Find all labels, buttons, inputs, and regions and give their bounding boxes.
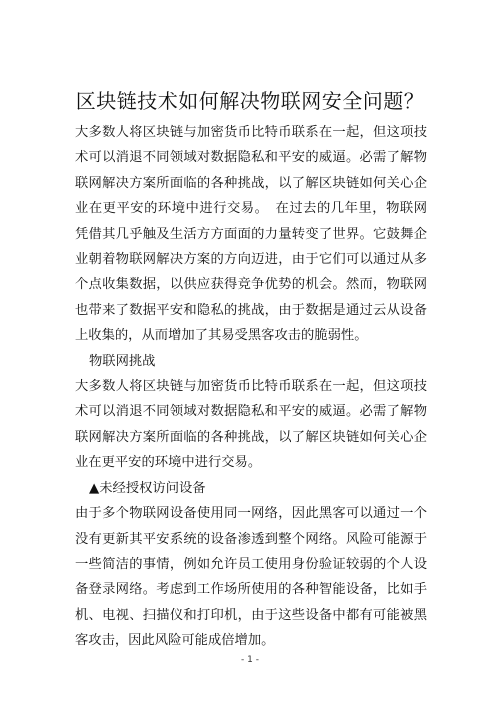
- section-heading-unauthorized-access: ▲未经授权访问设备: [89, 480, 206, 496]
- paragraph-challenges: 大多数人将区块链与加密货币比特币联系在一起，但这项技术可以消退不同领域对数据隐私和平安的威逼。必需了解物联网解决方案所面临的各种挑战，以了解区块链如何关心企业在更平安的环境中进行交易。: [75, 379, 427, 471]
- page-number: - 1 -: [241, 655, 259, 665]
- paragraph-intro: 大多数人将区块链与加密货币比特币联系在一起，但这项技术可以消退不同领域对数据隐私和平安的威逼。必需了解物联网解决方案所面临的各种挑战，以了解区块链如何关心企业在更平安的环境中进行交易。 在过去的几年里，物联网凭借其几乎触及生活方方面面的力量转变了世界。它鼓舞企业朝着物联网解决方案的方向迈进，由于它们可以通过从多个点收集数据，以供应获得竞争优势的机会。然而，物联网也带来了数据平安和隐私的挑战，由于数据是通过云从设备上收集的，从而增加了其易受黑客攻击的脆弱性。: [75, 125, 427, 344]
- paragraph-unauthorized-access: 由于多个物联网设备使用同一网络，因此黑客可以通过一个没有更新其平安系统的设备渗透到整个网络。风险可能源于一些简洁的事情，例如允许员工使用身份验证较弱的个人设备登录网络。考虑到工作场所使用的各种智能设备，比如手机、电视、扫描仪和打印机，由于这些设备中都有可能被黑客攻击，因此风险可能成倍增加。: [75, 506, 427, 649]
- section-heading-iot-challenges: 物联网挑战: [89, 353, 156, 369]
- document-body: [75, 120, 427, 654]
- document-title: 区块链技术如何解决物联网安全问题？: [75, 89, 425, 114]
